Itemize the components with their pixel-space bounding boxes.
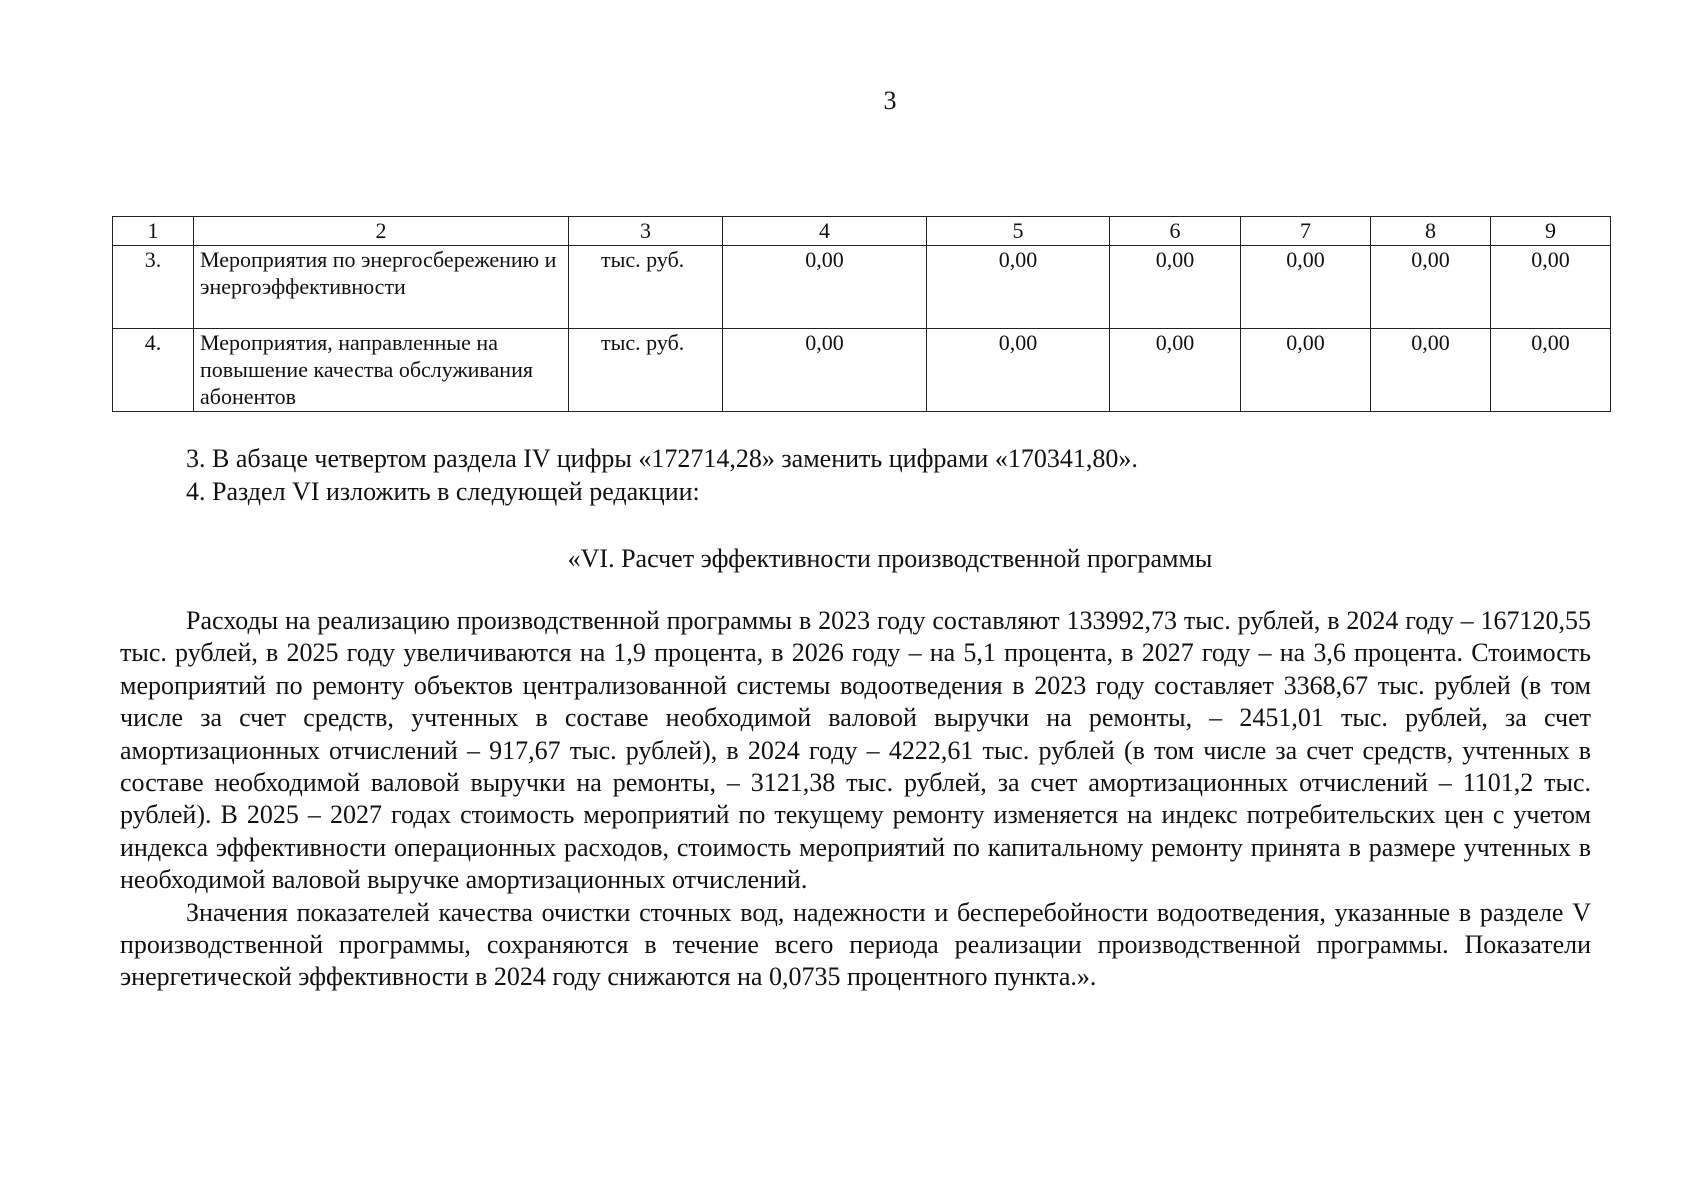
row-name-cell: Мероприятия по энергосбережению и энергоэффективности: [194, 246, 569, 329]
amendment-items: [120, 443, 1590, 508]
row-value-cell: 0,00: [723, 329, 927, 412]
row-name-cell: Мероприятия, направленные на повышение качества обслуживания абонентов: [194, 329, 569, 412]
section-heading: «VI. Расчет эффективности производственной программы: [567, 544, 1213, 573]
row-value-cell: 0,00: [1371, 329, 1491, 412]
amendment-item: 3. В абзаце четвертом раздела IV цифры «172714,28» заменить цифрами «170341,80».: [186, 444, 1138, 473]
row-value-cell: 0,00: [1241, 329, 1371, 412]
row-number-cell: 4.: [113, 329, 194, 412]
row-value-cell: 0,00: [1241, 246, 1371, 329]
row-unit-cell: тыс. руб.: [569, 246, 723, 329]
table-header-row: [113, 217, 1611, 246]
body-paragraph: Расходы на реализацию производственной программы в 2023 году составляют 133992,73 тыс. рублей, в 2024 году – 167120,55 тыс. рублей, в 2025 году увеличиваются на 1,9 процента, в 2026 году – на 5,1 процента, в 2027 году – на 3,6 процента. Стоимость мероприятий по ремонту объектов централизованной системы водоотведения в 2023 году составляет 3368,67 тыс. рублей (в том числе за счет средств, учтенных в составе необходимой валовой выручки на ремонты, – 2451,01 тыс. рублей, за счет амортизационных отчислений – 917,67 тыс. рублей), в 2024 году – 4222,61 тыс. рублей (в том числе за счет средств, учтенных в составе необходимой валовой выручки на ремонты, – 3121,38 тыс. рублей, за счет амортизационных отчислений – 1101,2 тыс. рублей). В 2025 – 2027 годах стоимость мероприятий по текущему ремонту изменяется на индекс потребительских цен с учетом индекса эффективности операционных расходов, стоимость мероприятий по капитальному ремонту принята в размере учтенных в необходимой валовой выручке амортизационных отчислений.: [120, 606, 1591, 895]
table-header-cell: 6: [1110, 217, 1241, 246]
section-body: [120, 605, 1591, 994]
body-paragraph: Значения показателей качества очистки сточных вод, надежности и бесперебойности водоотведения, указанные в разделе V производственной программы, сохраняются в течение всего периода реализации производственной программы. Показатели энергетической эффективности в 2024 году снижаются на 0,0735 процентного пункта.».: [120, 897, 1591, 992]
table-header-cell: 8: [1371, 217, 1491, 246]
table-header-cell: 7: [1241, 217, 1371, 246]
row-unit-cell: тыс. руб.: [569, 329, 723, 412]
row-value-cell: 0,00: [1371, 246, 1491, 329]
row-value-cell: 0,00: [1110, 246, 1241, 329]
table-header-cell: 4: [723, 217, 927, 246]
row-value-cell: 0,00: [927, 329, 1110, 412]
page-number: 3: [883, 86, 897, 115]
row-value-cell: 0,00: [723, 246, 927, 329]
table-row: [113, 246, 1611, 329]
amendment-item: 4. Раздел VI изложить в следующей редакции:: [186, 476, 700, 506]
row-value-cell: 0,00: [1110, 329, 1241, 412]
row-value-cell: 0,00: [1491, 329, 1611, 412]
table-header-cell: 5: [927, 217, 1110, 246]
row-value-cell: 0,00: [927, 246, 1110, 329]
table-header-cell: 3: [569, 217, 723, 246]
row-number-cell: 3.: [113, 246, 194, 329]
table-header-cell: 2: [194, 217, 569, 246]
table-header-cell: 1: [113, 217, 194, 246]
table-row: [113, 329, 1611, 412]
table-header-cell: 9: [1491, 217, 1611, 246]
row-value-cell: 0,00: [1491, 246, 1611, 329]
amendment-table: [112, 216, 1611, 412]
